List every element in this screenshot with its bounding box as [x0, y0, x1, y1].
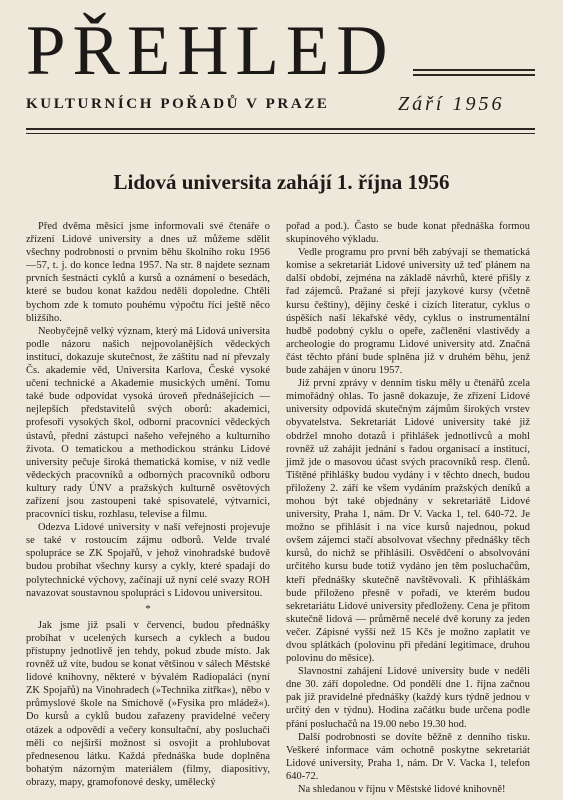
paragraph: Slavnostní zahájení Lidové university bude v neděli dne 30. září dopoledne. Od pondělí dne 1. října začnou pak již pravidelné přednášky (každý kurs týdně jednou v určitý den v týdnu). Hodina začátku bude určena podle přání posluchačů na 19.00 nebo 19.30 hod. [286, 666, 530, 730]
masthead-divider [26, 128, 535, 130]
paragraph: Již první zprávy v denním tisku měly u čtenářů zcela mimořádný ohlas. To jasně dokazuje, že zřízení Lidové university odpovídá skutečným zájmům širokých vrstev obyvatelstva. Sekretariát Lidové university také již obdržel mnoho dotazů i přihlášek jednotlivců a mohl rovněž už zahájit jednání s řadou organisací a institucí, jimž jde o masovou účast svých pracovníků resp. členů. Tištěné přihlášky budou vydány i v těchto dnech, budou přiloženy 2. září ke všem vydáním pražských deníků a mohou být také objednány v sekretariátě Lidové university, Praha 1, nám. Dr V. Vacka 1, tel. 640-72. Je možno se přihlásit i na více kursů najednou, pokud ovšem zájemci stačí absolvovat všechny přednášky těch kursů, do nichž se přihlásili. Osvědčení o absolvování určitého kursu bude totiž vydáno jen těm posluchačům, kteří přednášky skutečně navštěvovali. K přihláškám bude přiloženo přesně v pořadí, ve kterém budou sekretariátu Lidové university předloženy. Cena je přitom skutečně lidová — průměrně necelé dvě koruny za jeden večer. Zápisné vyšší než 15 Kčs je možno zaplatit ve dvou splátkách (polovinu při předání legitimace, druhou polovinu do měsíce). [286, 378, 530, 665]
article-column-right [286, 220, 530, 796]
paragraph: Jak jsme již psali v červenci, budou přednášky probíhat v ucelených kursech a cyklech a budou přístupny jednotlivě jen tehdy, pokud zbude místo. Jak rovněž už víte, budou se konat většinou v sálech Městské lidové knihovny, některé v bývalém Radiopaláci (nyní ZK Spojařů) na Vinohradech (»Technika zítřka«), něbo v průmyslové škole na Smíchově (»Fysika pro mládež«). Do kursů a cyklů budou zařazeny pravidelné večery otázek a odpovědí a večery konsultační, aby posluchači měli co nejširší možnost si osvojit a prohlubovat přednesenou látku. Každá přednáška bude doplněna bohatým názorným materiálem (filmy, diapositivy, obrazy, mapy, gramofonové desky, umělecký [26, 619, 270, 788]
masthead-divider [26, 133, 535, 134]
paragraph: Odezva Lidové university v naší veřejnosti projevuje se také v rostoucím zájmu odborů. Velde trvalé spolupráce se ZK Spojařů, v jehož vinohradské budově budou probíhat všechny kursy a cykly, které spadají do polytechnické výchovy, začínají už nyní celé svazy ROH navazovat soustavnou spolupráci s Lidovou universitou. [26, 522, 270, 599]
article-column-left [26, 220, 270, 789]
masthead-rule [413, 69, 535, 71]
issue-date: Září 1956 [398, 93, 505, 115]
article-headline: Lidová universita zahájí 1. října 1956 [113, 170, 450, 194]
masthead-subtitle: KULTURNÍCH POŘADŮ V PRAZE [26, 96, 330, 112]
section-separator: * [145, 602, 151, 615]
masthead-rule [413, 74, 535, 76]
paragraph: Před dvěma měsíci jsme informovali své čtenáře o zřízení Lidové university a dnes už můžeme sdělit všechny podrobnosti o prvním běhu školního roku 1956—57, t. j. do konce ledna 1957. Na str. 8 najdete seznam prvních šestnácti cyklů a kursů a oznámení o besedách, které se budou konat každou neděli dopoledne. Chtěli bychom zde k tomuto pouhému výpočtu říci ještě něco bližšího. [26, 221, 270, 324]
closing-line: Na shledanou v říjnu v Městské lidové knihovně! [298, 784, 506, 796]
masthead-title: PŘEHLED [26, 12, 395, 90]
paragraph: pořad a pod.). Často se bude konat přednáška formou skupinového výkladu. [286, 221, 530, 246]
paragraph: Neobyčejně velký význam, který má Lidová universita podle názoru našich nejpovolanějších vědeckých institucí, dokazuje skutečnost, že záštitu nad ní převzaly Čs. akademie věd, Universita Karlova, České vysoké učení technické a Akademie musických umění. Tomu také bude odpovídat vysoká úroveň přednášejících — nejlepších představitelů svých oborů: akademici, profesoři vysokých škol, odborní pracovníci vědeckých ústavů, přední zástupci našeho veřejného a kulturního života. O tematickou a methodickou stránku Lidové university pečuje široká thematická komise, v níž vedle vědeckých pracovníků a odborných pracovníků odboru kultury rady ÚNV a pražských kulturně osvětových zařízení jsou zastoupeni také spisovatelé, výtvarníci, pracovníci tisku, rozhlasu, televise a filmu. [26, 325, 270, 521]
paragraph: Další podrobnosti se dovíte běžně z denního tisku. Veškeré informace vám ochotně poskytne sekretariát Lidové university, Praha 1, nám. Dr V. Vacka 1, telefon 640-72. [286, 731, 530, 782]
paragraph: Vedle programu pro první běh zabývají se thematická komise a sekretariát Lidové university už teď plánem na další období, zejména na základě návrhů, které přišly z řad zájemců. Pražané si přejí jazykové kursy (včetně kursu češtiny), dějiny české i cizích literatur, cyklus o úspěších naší lékařské vědy, cyklus o instrumentální hudbě podobný cyklu o opeře, začlenění vlastivědy a archeologie do programu Lidové university atd. Značná část těchto přání bude splněna již v druhém běhu, jenž bude zahájen v únoru 1957. [286, 247, 530, 377]
